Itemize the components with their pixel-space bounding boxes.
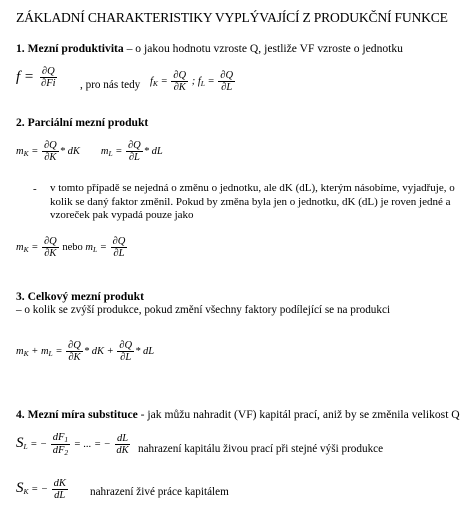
formula-sk [16,478,69,501]
fraction-df1-df2 [51,432,70,457]
formula-fl-equals: = [204,75,215,87]
fraction-dq-dl [111,236,128,259]
fraction-denominator: ∂K [173,82,186,94]
fraction-dk-dl [52,478,68,501]
formula-mk-symbol: m [16,145,24,157]
formula-sl-symbol: S [16,434,24,451]
fraction-numerator: ∂Q [127,140,141,151]
fraction-denominator: ∂L [120,352,132,364]
df-subscript: 1 [64,435,69,444]
fraction-dq-dk [66,340,83,363]
formula-sl-equals: = − [27,438,48,450]
sl-description: nahrazení kapitálu živou prací při stejné výši produkce [138,443,384,455]
formula-ml-subscript: L [108,148,113,158]
fraction-dq-dk [171,70,188,93]
fraction-dq-dfi [39,66,58,89]
fraction-denominator: ∂L [113,248,125,260]
formula-mk-nebo-ml [16,236,128,259]
fraction-numerator: ∂Q [43,140,57,151]
formula-fk-equals: = [157,75,168,87]
formula-fk [150,70,236,93]
fraction-denominator: ∂Fi [41,78,56,90]
section-4-heading [16,408,460,421]
section-2-number: 2. [16,116,25,129]
fraction-numerator: ∂Q [119,340,133,351]
df-symbol: dF [52,444,65,456]
formula-fl-symbol: f [197,75,201,87]
page-title: ZÁKLADNÍ CHARAKTERISTIKY VYPLÝVAJÍCÍ Z PRODUKČNÍ FUNKCE [16,10,448,25]
fraction-dl-dk [114,433,130,456]
formula-ml-symbol: m [100,145,109,157]
fraction-numerator: ∂Q [112,236,126,247]
section-2-title: Parciální mezní produkt [27,116,149,129]
fraction-denominator: dK [116,444,129,456]
bullet-dash: - [33,183,37,195]
formula-sl-middle: = ... = − [71,438,111,450]
formula-mk-tail: * dK [59,145,80,157]
fraction-numerator: ∂Q [68,340,81,351]
formula-ml-tail: * dL [143,145,163,157]
formula-ml-subscript: L [48,348,53,358]
fraction-numerator: dK [53,478,66,489]
section-3-title: 3. Celkový mezní produkt [16,290,144,303]
df-symbol: dF [52,432,65,443]
fraction-numerator: ∂Q [41,66,55,77]
section-1-number: 1. [16,42,25,55]
section-1-heading [16,42,403,55]
fraction-denominator: ∂K [44,248,57,260]
formula-ml-equals: = [97,241,107,253]
formula-sl [16,432,132,457]
formula-plus-ml: + m [28,345,49,357]
formula-ml-subscript: L [93,244,98,254]
fraction-denominator: ∂K [68,352,81,364]
section-4-title: Mezní míra substituce [27,408,138,421]
section-1-title: Mezní produktivita [27,42,124,55]
section-1-description: – o jakou hodnotu vzroste Q, jestliže VF vzroste o jednotku [123,42,403,55]
fraction-denominator: ∂L [221,82,233,94]
formula-f-general [16,66,59,89]
fraction-denominator: dL [54,490,66,502]
fraction-dq-dl [117,340,134,363]
fraction-denominator: ∂K [44,152,57,164]
formula-mk-subscript: K [23,348,29,358]
formula-ml-equals: = [112,145,123,157]
formula-equals: = [52,345,63,357]
formula-ml-symbol: m [85,241,93,253]
section-4-description: - jak můžu nahradit (VF) kapitál prací, aniž by se změnila velikost Q [137,408,460,421]
fraction-numerator [51,432,70,445]
fraction-numerator: dL [116,432,129,444]
formula-sk-symbol: S [16,479,24,496]
formula-fl-subscript: L [200,78,205,88]
formula-k-tail: * dK + [83,345,114,357]
section-2-paragraph: v tomto případě se nejedná o změnu o jednotku, ale dK (dL), kterým násobíme, vyjadřuje, o kolik se daný faktor změnil. Pokud by změna byla jen o jednotku, dK (dL) je roven jedné a vzoreček pak vypadá pouze jako [50,182,455,221]
fraction-dq-dk [42,140,59,163]
fraction-numerator: ∂Q [173,70,187,81]
fraction-denominator [51,445,70,457]
formula-mk-ml [16,140,163,163]
section-3-description: – o kolik se zvýší produkce, pokud změní všechny faktory podílející se na produkci [16,304,391,316]
formula-mk-symbol: m [16,241,24,253]
section-3-heading [16,290,144,303]
formula-sk-equals: = − [28,483,48,495]
formula-mk-subscript: K [23,244,29,254]
fraction-dq-dl [218,70,235,93]
formula-sl-subscript: L [23,441,28,451]
formula-f-lhs: f = [16,69,35,86]
sk-description: nahrazení živé práce kapitálem [90,486,229,498]
df-subscript: 2 [64,447,69,457]
formula-mk-equals: = [28,241,39,253]
section-2-heading [16,116,148,129]
formula-fk-subscript: K [152,78,158,88]
pro-nas-tedy-text: , pro nás tedy [80,79,141,91]
nebo-text: nebo [62,241,83,253]
fraction-numerator: ∂Q [220,70,234,81]
formula-mk-symbol: m [16,345,24,357]
formula-mk-subscript: K [23,148,29,158]
fraction-dq-dl [126,140,143,163]
formula-mk-equals: = [28,145,39,157]
formula-sk-subscript: K [23,486,29,496]
formula-fk-symbol: f [150,75,153,87]
section-4-number: 4. [16,408,25,421]
fraction-denominator: ∂L [128,152,140,164]
formula-total-marginal-product [16,340,154,363]
fraction-dq-dk [42,236,59,259]
formula-l-tail: * dL [135,345,155,357]
fraction-numerator: ∂Q [43,236,57,247]
formula-separator: ; [191,75,196,87]
